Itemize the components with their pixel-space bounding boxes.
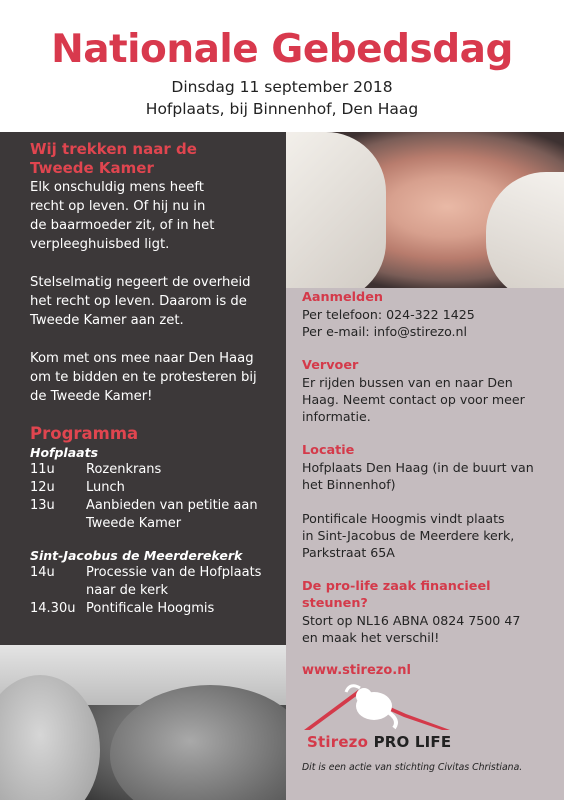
brand-word: Stirezo [307,733,369,751]
programma-section-2: Sint-Jacobus de Meerderekerk [30,548,243,563]
hoogmis-text [302,510,558,561]
text-line: Stelselmatig negeert de overheid [30,275,251,290]
row-desc [86,564,280,600]
text-line: Stort op NL16 ABNA 0824 7500 47 [302,613,521,628]
intro-heading-line1: Wij trekken naar de [30,140,197,158]
text-line: in Sint-Jacobus de Meerdere kerk, [302,528,515,543]
steun-text [302,612,558,646]
programma-section-1: Hofplaats [30,445,99,460]
text-line: informatie. [302,409,371,424]
newborn-photo [0,645,286,800]
text-line: het Binnenhof) [302,477,396,492]
website-link[interactable]: www.stirezo.nl [302,663,411,678]
row-desc: Pontificale Hoogmis [86,601,215,616]
locatie-text [302,459,558,493]
intro-paragraph-2 [30,273,280,330]
text-line: Kom met ons mee naar Den Haag [30,351,254,366]
photo-blanket-left [286,132,386,288]
text-line: Pontificale Hoogmis vindt plaats [302,511,505,526]
text-line: Er rijden bussen van en naar Den [302,375,513,390]
text-line: Hofplaats Den Haag (in de buurt van [302,460,534,475]
programma-row [30,461,280,479]
row-desc [86,497,280,533]
right-content [302,289,558,678]
aanmelden-heading: Aanmelden [302,290,383,305]
email-line: Per e-mail: info@stirezo.nl [302,324,468,339]
programma-row [30,479,280,497]
header [0,0,564,132]
programma-row [30,600,280,618]
text-line: en maak het verschil! [302,630,440,645]
brand-name [307,733,451,751]
programma-row [30,564,280,600]
row-time: 14.30u [30,601,76,616]
event-place: Hofplaats, bij Binnenhof, Den Haag [145,100,419,118]
programma-title: Programma [30,424,139,443]
text-line: de Tweede Kamer! [30,389,153,404]
row-time: 13u [30,498,55,513]
row-desc: Lunch [86,480,125,495]
text-line: Elk onschuldig mens heeft [30,180,204,195]
stirezo-logo-icon [302,676,452,732]
row-time: 14u [30,565,55,580]
intro-heading-line2: Tweede Kamer [30,159,154,177]
tagline: Dit is een actie van stichting Civitas Christiana. [302,762,523,773]
locatie-heading: Locatie [302,443,355,458]
left-content [30,140,280,618]
page-title: Nationale Gebedsdag [51,27,513,72]
vervoer-heading: Vervoer [302,358,359,373]
text-line: om te bidden en te protesteren bij [30,370,257,385]
event-date: Dinsdag 11 september 2018 [171,78,393,96]
brand-suffix: PRO LIFE [373,733,452,751]
aanmelden-text [302,306,558,340]
photo-blanket-right [486,172,564,288]
text-line: Haag. Neemt contact op voor meer [302,392,525,407]
left-panel [0,132,286,645]
row-desc: Rozenkrans [86,462,162,477]
baby-photo [286,132,564,288]
vervoer-text [302,374,558,425]
row-time: 11u [30,462,55,477]
intro-paragraph-3 [30,349,280,406]
intro-paragraph-1 [30,178,280,254]
text-line: verpleeghuisbed ligt. [30,237,170,252]
text-line: recht op leven. Of hij nu in [30,199,206,214]
text-line: Tweede Kamer [86,516,182,531]
text-line: Processie van de Hofplaats [86,565,262,580]
programma-row [30,497,280,533]
text-line: Aanbieden van petitie aan [86,498,258,513]
row-time: 12u [30,480,55,495]
steun-heading: De pro-life zaak financieel steunen? [302,579,491,611]
text-line: het recht op leven. Daarom is de [30,294,247,309]
text-line: naar de kerk [86,583,168,598]
text-line: Parkstraat 65A [302,545,395,560]
text-line: Tweede Kamer aan zet. [30,313,184,328]
intro-heading [30,140,280,178]
phone-line: Per telefoon: 024-322 1425 [302,307,475,322]
text-line: de baarmoeder zit, of in het [30,218,215,233]
